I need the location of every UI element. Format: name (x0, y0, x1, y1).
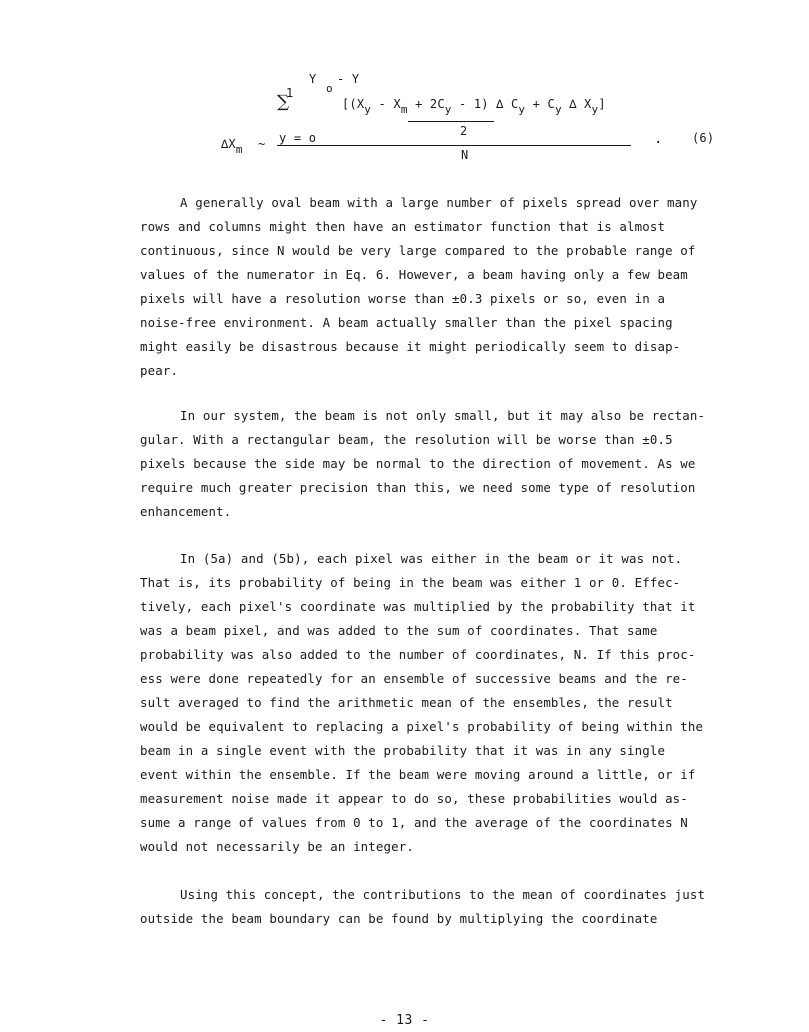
text-line: pixels because the side may be normal to the direction of movement. As we (140, 456, 696, 471)
text-line: enhancement. (140, 504, 232, 519)
equation-period: . (654, 131, 663, 147)
text-line: probability was also added to the number of coordinates, N. If this proc- (140, 647, 696, 662)
text-line: would be equivalent to replacing a pixel's probability of being within the (140, 719, 704, 734)
text-line: beam in a single event with the probability that it was in any single (140, 743, 666, 758)
equation-number: (6) (692, 131, 715, 145)
approx-sign: ~ (258, 137, 266, 151)
inner-fraction-denominator: 2 (460, 124, 468, 138)
text-line: outside the beam boundary can be found by multiplying the coordinate (140, 911, 658, 926)
text-line: gular. With a rectangular beam, the resolution will be worse than ±0.5 (140, 432, 673, 447)
text-line: was a beam pixel, and was added to the sum of coordinates. That same (140, 623, 658, 638)
sum-upper-limit-sub: o (326, 82, 333, 95)
text-line: A generally oval beam with a large number of pixels spread over many (180, 195, 698, 210)
text-line: measurement noise made it appear to do so, these probabilities would as- (140, 791, 688, 806)
text-line: In (5a) and (5b), each pixel was either in the beam or it was not. (180, 551, 683, 566)
paragraph-1 (140, 191, 740, 383)
paragraph-3 (140, 547, 740, 859)
sum-lower-limit: y = o (279, 131, 317, 145)
text-line: That is, its probability of being in the beam was either 1 or 0. Effec- (140, 575, 681, 590)
sum-upper-limit-tail: - Y (337, 72, 360, 86)
text-line: require much greater precision than this, we need some type of resolution (140, 480, 696, 495)
paragraph-4 (140, 883, 740, 931)
page-number: - 13 - (379, 1013, 430, 1028)
text-line: would not necessarily be an integer. (140, 839, 414, 854)
main-fraction-bar (277, 145, 631, 146)
equation-denominator: N (461, 148, 469, 162)
text-line: Using this concept, the contributions to the mean of coordinates just (180, 887, 706, 902)
text-line: tively, each pixel's coordinate was multiplied by the probability that it (140, 599, 696, 614)
sum-upper-limit-y: Y (309, 72, 317, 86)
text-line: event within the ensemble. If the beam were moving around a little, or if (140, 767, 696, 782)
text-line: sume a range of values from 0 to 1, and the average of the coordinates N (140, 815, 688, 830)
equation-lhs: ∆Xm (221, 137, 243, 156)
text-line: In our system, the beam is not only small, but it may also be rectan- (180, 408, 706, 423)
inner-fraction-bar (408, 121, 494, 122)
summation-sign: ∑ (277, 92, 290, 112)
text-line: sult averaged to find the arithmetic mean of the ensembles, the result (140, 695, 673, 710)
text-line: might easily be disastrous because it might periodically seem to disap- (140, 339, 681, 354)
text-line: values of the numerator in Eq. 6. However, a beam having only a few beam (140, 267, 688, 282)
text-line: pear. (140, 363, 179, 378)
text-line: continuous, since N would be very large compared to the probable range of (140, 243, 696, 258)
sum-upper-limit-one: 1 (286, 86, 294, 100)
text-line: pixels will have a resolution worse than ±0.3 pixels or so, even in a (140, 291, 666, 306)
text-line: rows and columns might then have an estimator function that is almost (140, 219, 666, 234)
equation-numerator: [(Xy - Xm + 2Cy - 1) ∆ Cy + Cy ∆ Xy] (342, 97, 606, 116)
text-line: noise-free environment. A beam actually smaller than the pixel spacing (140, 315, 673, 330)
text-line: ess were done repeatedly for an ensemble of successive beams and the re- (140, 671, 688, 686)
paragraph-2 (140, 404, 740, 524)
